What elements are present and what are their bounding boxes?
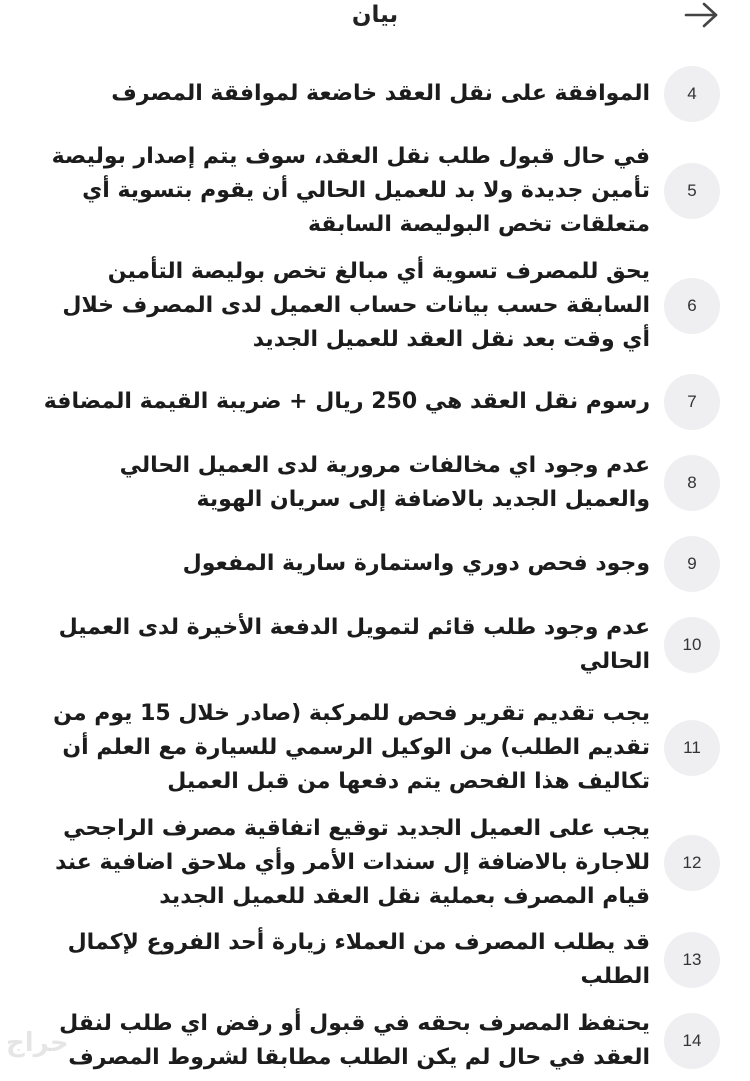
list-item [30,140,720,242]
item-number-badge: 10 [664,617,720,673]
list-item [30,374,720,430]
item-number-badge: 8 [664,455,720,511]
watermark: حراج [6,1028,69,1058]
list-item [30,66,720,122]
list-item [30,812,720,914]
item-number-badge: 11 [664,720,720,776]
item-text: يحتفظ المصرف بحقه في قبول أو رفض اي طلب لنقل العقد في حال لم يكن الطلب مطابقا لشروط المصرف [59,1011,650,1070]
list-item [30,1006,720,1076]
item-text: عدم وجود اي مخالفات مرورية لدى العميل الحالي والعميل الجديد بالاضافة إلى سريان الهوية [119,453,650,512]
item-number-badge: 12 [664,835,720,891]
item-text: يجب تقديم تقرير فحص للمركبة (صادر خلال 15 يوم من تقديم الطلب) من الوكيل الرسمي للسيارة مع العلم أن تكاليف هذا الفحص يتم دفعها من قبل العميل [53,701,650,794]
item-text: في حال قبول طلب نقل العقد، سوف يتم إصدار بوليصة تأمين جديدة ولا بد للعميل الحالي أن يقوم بتسوية أي متعلقات تخص البوليصة السابقة [51,144,650,237]
list-item [30,448,720,518]
item-number-badge: 9 [664,536,720,592]
arrow-right-icon [682,0,722,30]
list-item [30,536,720,592]
item-text: عدم وجود طلب قائم لتمويل الدفعة الأخيرة لدى العميل الحالي [58,615,650,674]
list-item [30,932,720,988]
list-item [30,610,720,680]
item-number-badge: 13 [664,932,720,988]
item-text: رسوم نقل العقد هي 250 ريال + ضريبة القيمة المضافة [43,389,650,414]
item-text: يجب على العميل الجديد توقيع اتفاقية مصرف الراجحي للاجارة بالاضافة إل سندات الأمر وأي ملاحق اضافية عند قيام المصرف بعملية نقل العقد للعميل الجديد [55,816,650,909]
list-item [30,255,720,357]
item-number-badge: 5 [664,163,720,219]
item-number-badge: 14 [664,1013,720,1069]
header-bar [0,0,750,36]
item-number-badge: 7 [664,374,720,430]
back-button[interactable] [682,0,722,30]
item-number-badge: 6 [664,278,720,334]
item-text: قد يطلب المصرف من العملاء زيارة أحد الفروع لإكمال الطلب [67,930,650,989]
item-text: يحق للمصرف تسوية أي مبالغ تخص بوليصة التأمين السابقة حسب بيانات حساب العميل لدى المصرف خلال أي وقت بعد نقل العقد للعميل الجديد [62,259,650,352]
list-item [30,697,720,799]
page-title: بيان [351,2,399,28]
item-number-badge: 4 [664,66,720,122]
item-text: وجود فحص دوري واستمارة سارية المفعول [182,551,650,576]
item-text: الموافقة على نقل العقد خاضعة لموافقة المصرف [111,81,650,106]
